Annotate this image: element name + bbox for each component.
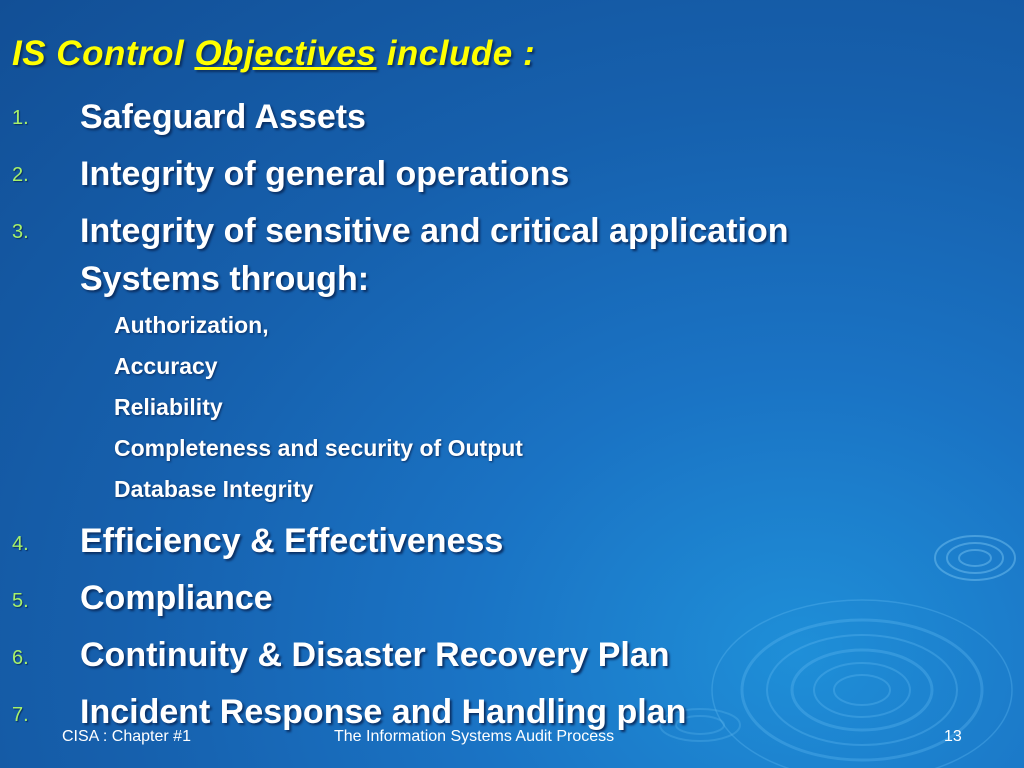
list-number: 1. — [12, 107, 29, 129]
list-item: Efficiency & Effectiveness — [80, 522, 504, 560]
footer-left: CISA : Chapter #1 — [62, 728, 191, 745]
list-number: 3. — [12, 221, 29, 243]
list-item: Continuity & Disaster Recovery Plan — [80, 636, 670, 674]
sub-list-item: Database Integrity — [114, 476, 314, 502]
list-number: 7. — [12, 704, 29, 726]
footer-center: The Information Systems Audit Process — [334, 728, 615, 745]
list-number: 6. — [12, 647, 29, 669]
title-text-part1: IS Control — [12, 34, 195, 73]
sub-list-item: Completeness and security of Output — [114, 435, 523, 461]
list-item: Incident Response and Handling plan — [80, 693, 687, 731]
list-number: 4. — [12, 533, 29, 555]
title-text-underlined: Objectives — [194, 34, 377, 73]
list-item: Integrity of sensitive and critical application — [80, 212, 789, 250]
list-item: Compliance — [80, 579, 273, 617]
sub-list-item: Reliability — [114, 394, 223, 420]
sub-list-item: Authorization, — [114, 312, 269, 338]
list-number: 2. — [12, 164, 29, 186]
title-text-part2: include : — [376, 34, 536, 73]
list-item: Integrity of general operations — [80, 155, 570, 193]
slide-title — [12, 34, 535, 74]
page-number: 13 — [944, 728, 962, 745]
sub-list-item: Accuracy — [114, 353, 218, 379]
list-item: Safeguard Assets — [80, 98, 366, 136]
list-item-continuation: Systems through: — [80, 260, 370, 298]
list-number: 5. — [12, 590, 29, 612]
